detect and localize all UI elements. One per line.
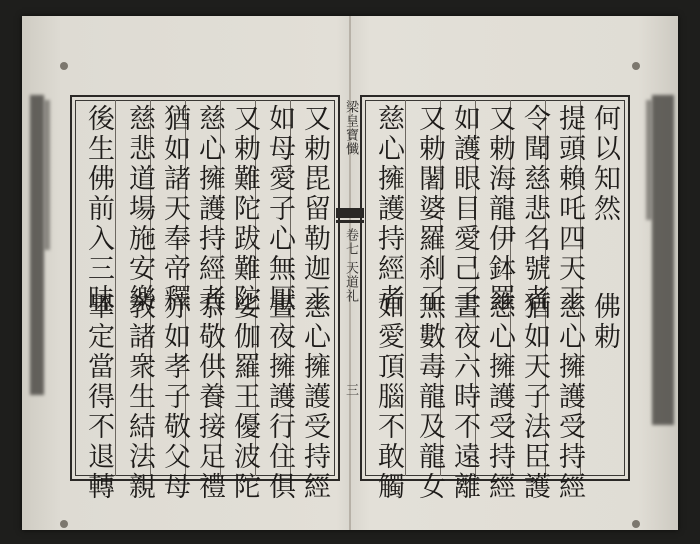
text-column-lower: 晝夜擁護行住俱 <box>264 292 295 502</box>
text-column-lower: 恭敬供養接足禮 <box>194 292 225 502</box>
text-column-lower: 慈心擁護受持經 <box>484 292 515 502</box>
text-column-lower: 亦如孝子敬父母 <box>159 292 190 502</box>
text-column-lower: 娑伽羅王優波陀 <box>229 292 260 502</box>
text-column: 又勅闍婆羅刹子 <box>414 104 445 314</box>
center-book-title: 梁皇寶懺 <box>343 100 358 156</box>
text-column: 何以知然 <box>589 104 620 224</box>
text-column-lower: 如愛頂腦不敢觸 <box>373 292 404 502</box>
text-column: 令聞慈悲名號者 <box>519 104 550 314</box>
binding-hole-left-bottom <box>60 520 68 528</box>
ink-smudge-right <box>652 95 674 425</box>
text-column: 提頭賴吒四天王 <box>554 104 585 314</box>
column-rule <box>405 100 406 476</box>
text-column-lower: 無數毒龍及龍女 <box>414 292 445 502</box>
fishtail-mark-line <box>336 220 364 223</box>
text-column: 慈心擁護持經者 <box>373 104 404 314</box>
text-column-lower: 敎諸衆生結法親 <box>124 292 155 502</box>
text-column-lower: 佛勅 <box>589 292 620 352</box>
text-column: 如護眼目愛己子 <box>449 104 480 314</box>
text-column: 後生佛前入三昧 <box>83 104 114 314</box>
center-page-number: 三 <box>343 383 358 396</box>
ink-smudge-left <box>30 95 44 395</box>
text-column: 如母愛子心無厭 <box>264 104 295 314</box>
text-column-lower: 晝夜六時不遠離 <box>449 292 480 502</box>
text-column-lower: 猶如天子法臣護 <box>519 292 550 502</box>
binding-hole-right <box>632 62 640 70</box>
text-column-lower: 慈心擁護受持經 <box>554 292 585 502</box>
text-column: 又勅難陀跋難陀 <box>229 104 260 314</box>
binding-hole-left <box>60 62 68 70</box>
text-column: 慈悲道場施安樂 <box>124 104 155 314</box>
ink-smudge-left-2 <box>44 100 50 250</box>
text-column-lower: 畢定當得不退轉 <box>83 292 114 502</box>
text-column: 又勅毘留勒迦王 <box>299 104 330 314</box>
ink-smudge-right-2 <box>646 100 652 220</box>
text-column: 慈心擁護持經者 <box>194 104 225 314</box>
text-column: 猶如諸天奉帝釋 <box>159 104 190 314</box>
fishtail-mark <box>336 208 364 218</box>
column-rule <box>115 100 116 476</box>
text-column: 又勅海龍伊鉢羅 <box>484 104 515 314</box>
text-column-lower: 慈心擁護受持經 <box>299 292 330 502</box>
center-chapter-label: 卷七 天道礼 <box>343 228 358 304</box>
binding-hole-right-bottom <box>632 520 640 528</box>
